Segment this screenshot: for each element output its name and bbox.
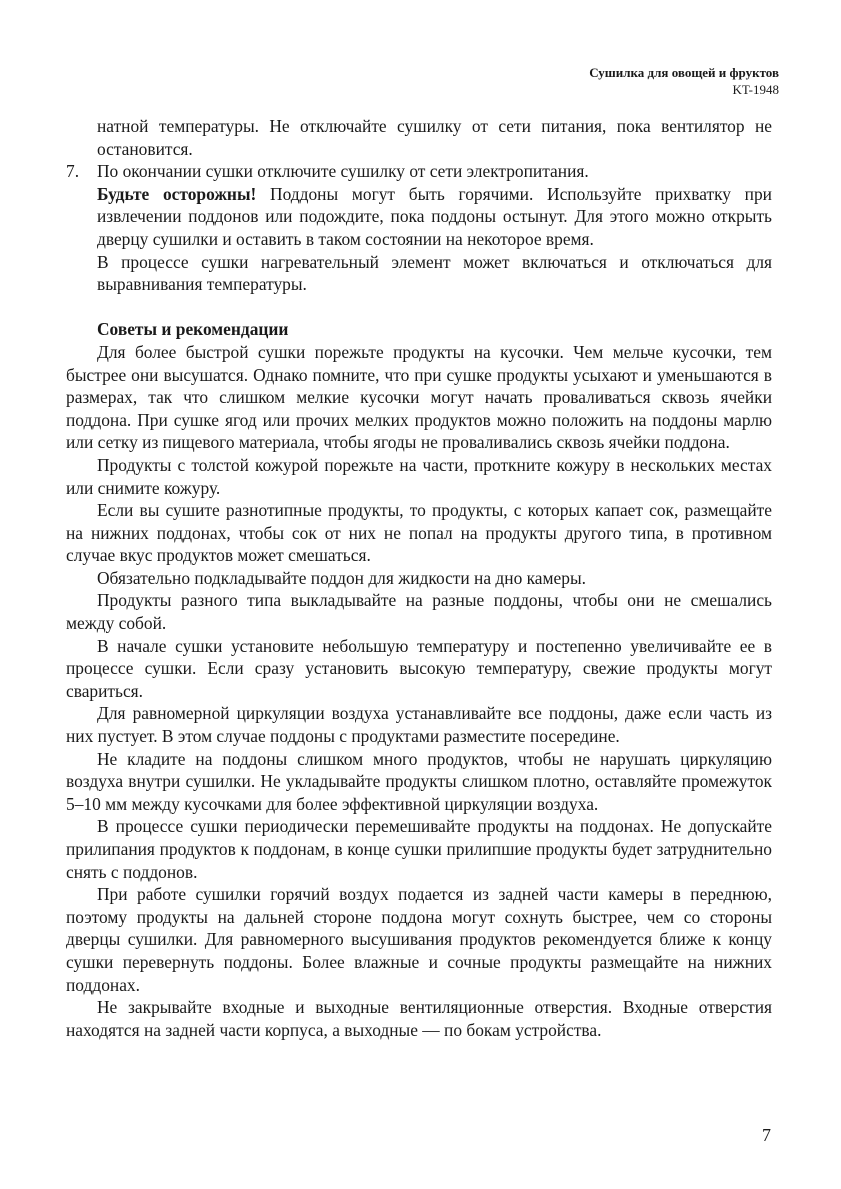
section-title: Советы и рекомендации: [97, 319, 289, 340]
paragraph: Продукты с толстой кожурой порежьте на части, проткните кожуру в нескольких местах или снимите кожуру.: [66, 454, 772, 498]
header-model: KT-1948: [732, 82, 779, 97]
paragraph: В процессе сушки периодически перемешивайте продукты на поддонах. Не допускайте прилипания продуктов к поддонам, в конце сушки прилипшие продукты будет затруднительно снять с поддонов.: [66, 816, 772, 882]
paragraph: Для более быстрой сушки порежьте продукты на кусочки. Чем мельче кусочки, тем быстрее они высушатся. Однако помните, что при сушке продукты усыхают и уменьшаются в размерах, так что слишком мелкие кусочки могут начать проваливаться сквозь ячейки поддона. При сушке ягод или прочих мелких продуктов можно положить на поддоны марлю или сетку из пищевого материала, чтобы ягоды не проваливались сквозь ячейки поддона.: [66, 341, 772, 453]
paragraph: Не кладите на поддоны слишком много продуктов, чтобы не нарушать циркуляцию воздуха внутри сушилки. Не укладывайте продукты слишком плотно, оставляйте промежуток 5–10 мм между кусочками для более эффективной циркуляции воздуха.: [66, 748, 772, 814]
warning-label: Будьте осторожны!: [97, 183, 257, 204]
page-content: [66, 115, 772, 1041]
page-header: [589, 64, 779, 98]
warning-text: Поддоны могут быть горячими. Используйте прихватку при извлечении поддонов или подождите, пока поддоны остынут. Для этого можно открыть дверцу сушилки и оставить в таком состоянии на некоторое время.: [97, 183, 772, 249]
header-title: Сушилка для овощей и фруктов: [589, 65, 779, 80]
paragraph: Для равномерной циркуляции воздуха устанавливайте все поддоны, даже если часть из них пустует. В этом случае поддоны с продуктами разместите посередине.: [66, 703, 772, 747]
paragraph: В начале сушки установите небольшую температуру и постепенно увеличивайте ее в процессе сушки. Если сразу установить высокую температуру, свежие продукты могут свариться.: [66, 635, 772, 701]
paragraph: При работе сушилки горячий воздух подается из задней части камеры в переднюю, поэтому продукты на дальней стороне поддона могут сохнуть быстрее, чем со стороны дверцы сушилки. Для равномерного высушивания продуктов рекомендуется ближе к концу сушки перевернуть поддоны. Более влажные и сочные продукты размещайте на нижних поддонах.: [66, 884, 772, 995]
paragraph: Обязательно подкладывайте поддон для жидкости на дно камеры.: [97, 567, 586, 588]
page-number: 7: [762, 1125, 771, 1145]
paragraph: Продукты разного типа выкладывайте на разные поддоны, чтобы они не смешались между собой.: [66, 590, 772, 634]
step-text: По окончании сушки отключите сушилку от сети электропитания.: [97, 161, 589, 182]
step-note: В процессе сушки нагревательный элемент может включаться и отключаться для выравнивания температуры.: [97, 251, 772, 295]
paragraph: Если вы сушите разнотипные продукты, то продукты, с которых капает сок, размещайте на нижних поддонах, чтобы сок от них не попал на продукты другого типа, в противном случае вкус продуктов может смешаться.: [66, 500, 772, 566]
step-7: [66, 160, 772, 296]
paragraph: Не закрывайте входные и выходные вентиляционные отверстия. Входные отверстия находятся на задней части корпуса, а выходные — по бокам устройства.: [66, 997, 772, 1040]
continuation-text: натной температуры. Не отключайте сушилку от сети питания, пока вентилятор не остановится.: [97, 116, 772, 159]
step-warning: [97, 183, 772, 251]
step-number: 7.: [66, 161, 80, 182]
